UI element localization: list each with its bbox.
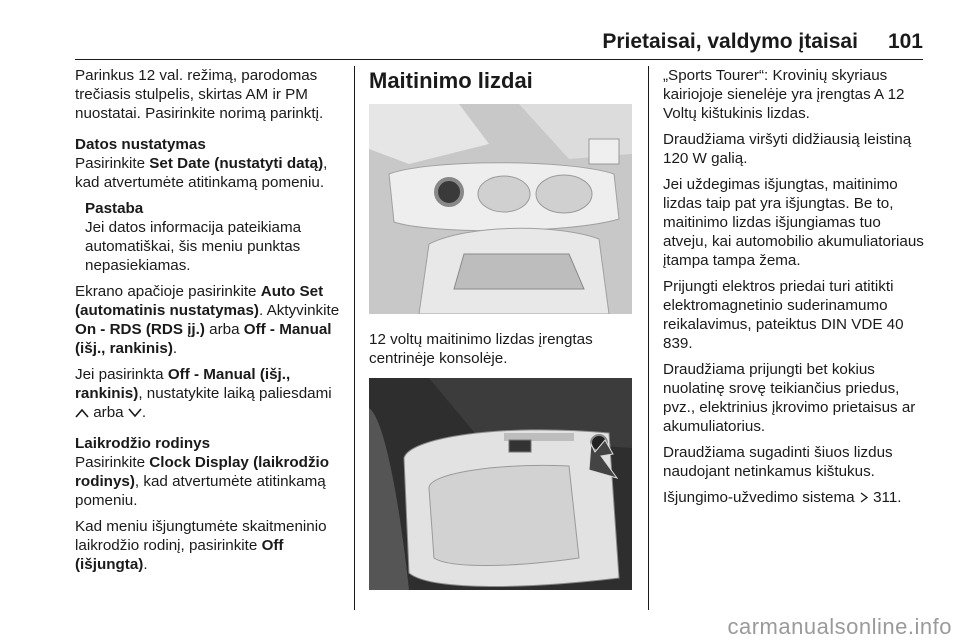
- auto-set-paragraph: Ekrano apačioje pasirinkite Auto Set (automatinis nustatymas). Aktyvinkite On - RDS (RDS įj.) arba Off - Manual (išj., rankinis).: [75, 283, 340, 357]
- intro-paragraph: Parinkus 12 val. režimą, parodomas trečiasis stulpelis, skirtas AM ir PM nuostatai. Pasirinkite norimą parinktį.: [75, 67, 324, 122]
- note-heading: Pastaba: [85, 200, 144, 217]
- chevron-up-icon: [75, 408, 89, 418]
- clock-off-paragraph: Kad meniu išjungtumėte skaitmeninio laikrodžio rodinį, pasirinkite Off (išjungta).: [75, 518, 327, 573]
- page-title: Prietaisai, valdymo įtaisai: [602, 30, 858, 53]
- manual-paragraph: Jei pasirinkta Off - Manual (išj., rankinis), nustatykite laiką paliesdami arba .: [75, 366, 332, 421]
- paragraph-ignition: Jei uždegimas išjungtas, maitinimo lizdas taip pat yra išjungtas. Be to, maitinimo lizdas išjungiamas tuo atveju, kai automobilio akumuliatoriaus įtampa tampa žema.: [663, 176, 924, 269]
- header-rule: [75, 59, 923, 60]
- clock-paragraph: Pasirinkite Clock Display (laikrodžio rodinys), kad atvertumėte atitinkamą pomeniu.: [75, 454, 330, 509]
- column-divider-1: [354, 66, 355, 610]
- clock-heading: Laikrodžio rodinys: [75, 435, 211, 452]
- paragraph-stop-start: Išjungimo-užvedimo sistema 311.: [663, 489, 902, 506]
- cargo-compartment-socket-illustration: [369, 378, 632, 590]
- date-heading: Datos nustatymas: [75, 136, 206, 153]
- paragraph-no-damage: Draudžiama sugadinti šiuos lizdus naudojant netinkamus kištukus.: [663, 444, 893, 480]
- chevron-down-icon: [128, 408, 142, 418]
- paragraph-sports-tourer: „Sports Tourer“: Krovinių skyriaus kairiojoje sienelėje yra įrengtas A 12 Voltų kištukinis lizdas.: [663, 67, 905, 122]
- paragraph-max-power: Draudžiama viršyti didžiausią leistiną 120 W galią.: [663, 131, 912, 167]
- column-divider-2: [648, 66, 649, 610]
- paragraph-emc: Prijungti elektros priedai turi atitikti elektromagnetinio suderinamumo reikalavimus, pateiktus DIN VDE 40 839.: [663, 278, 904, 352]
- page-reference-icon: [859, 492, 869, 503]
- note-text: Jei datos informacija pateikiama automatiškai, šis meniu punktas nepasiekiamas.: [85, 219, 302, 274]
- note-block: [85, 199, 343, 275]
- page-header: [0, 30, 923, 58]
- page-number: 101: [887, 30, 923, 53]
- column-1: [75, 66, 343, 581]
- date-paragraph: Pasirinkite Set Date (nustatyti datą), kad atvertumėte atitinkamą pomeniu.: [75, 155, 328, 191]
- column-3: [663, 66, 928, 514]
- section-title: Maitinimo lizdai: [369, 68, 533, 93]
- watermark: carmanualsonline.info: [727, 614, 952, 639]
- page-reference-link[interactable]: 311: [873, 489, 898, 506]
- figure-caption: 12 voltų maitinimo lizdas įrengtas centrinėje konsolėje.: [369, 331, 593, 367]
- paragraph-no-current-supply: Draudžiama prijungti bet kokius nuolatinę srovę teikiančius priedus, pvz., elektrinius įkrovimo prietaisus ar akumuliatorius.: [663, 361, 916, 435]
- column-2: [369, 66, 635, 590]
- center-console-socket-illustration: [369, 104, 632, 314]
